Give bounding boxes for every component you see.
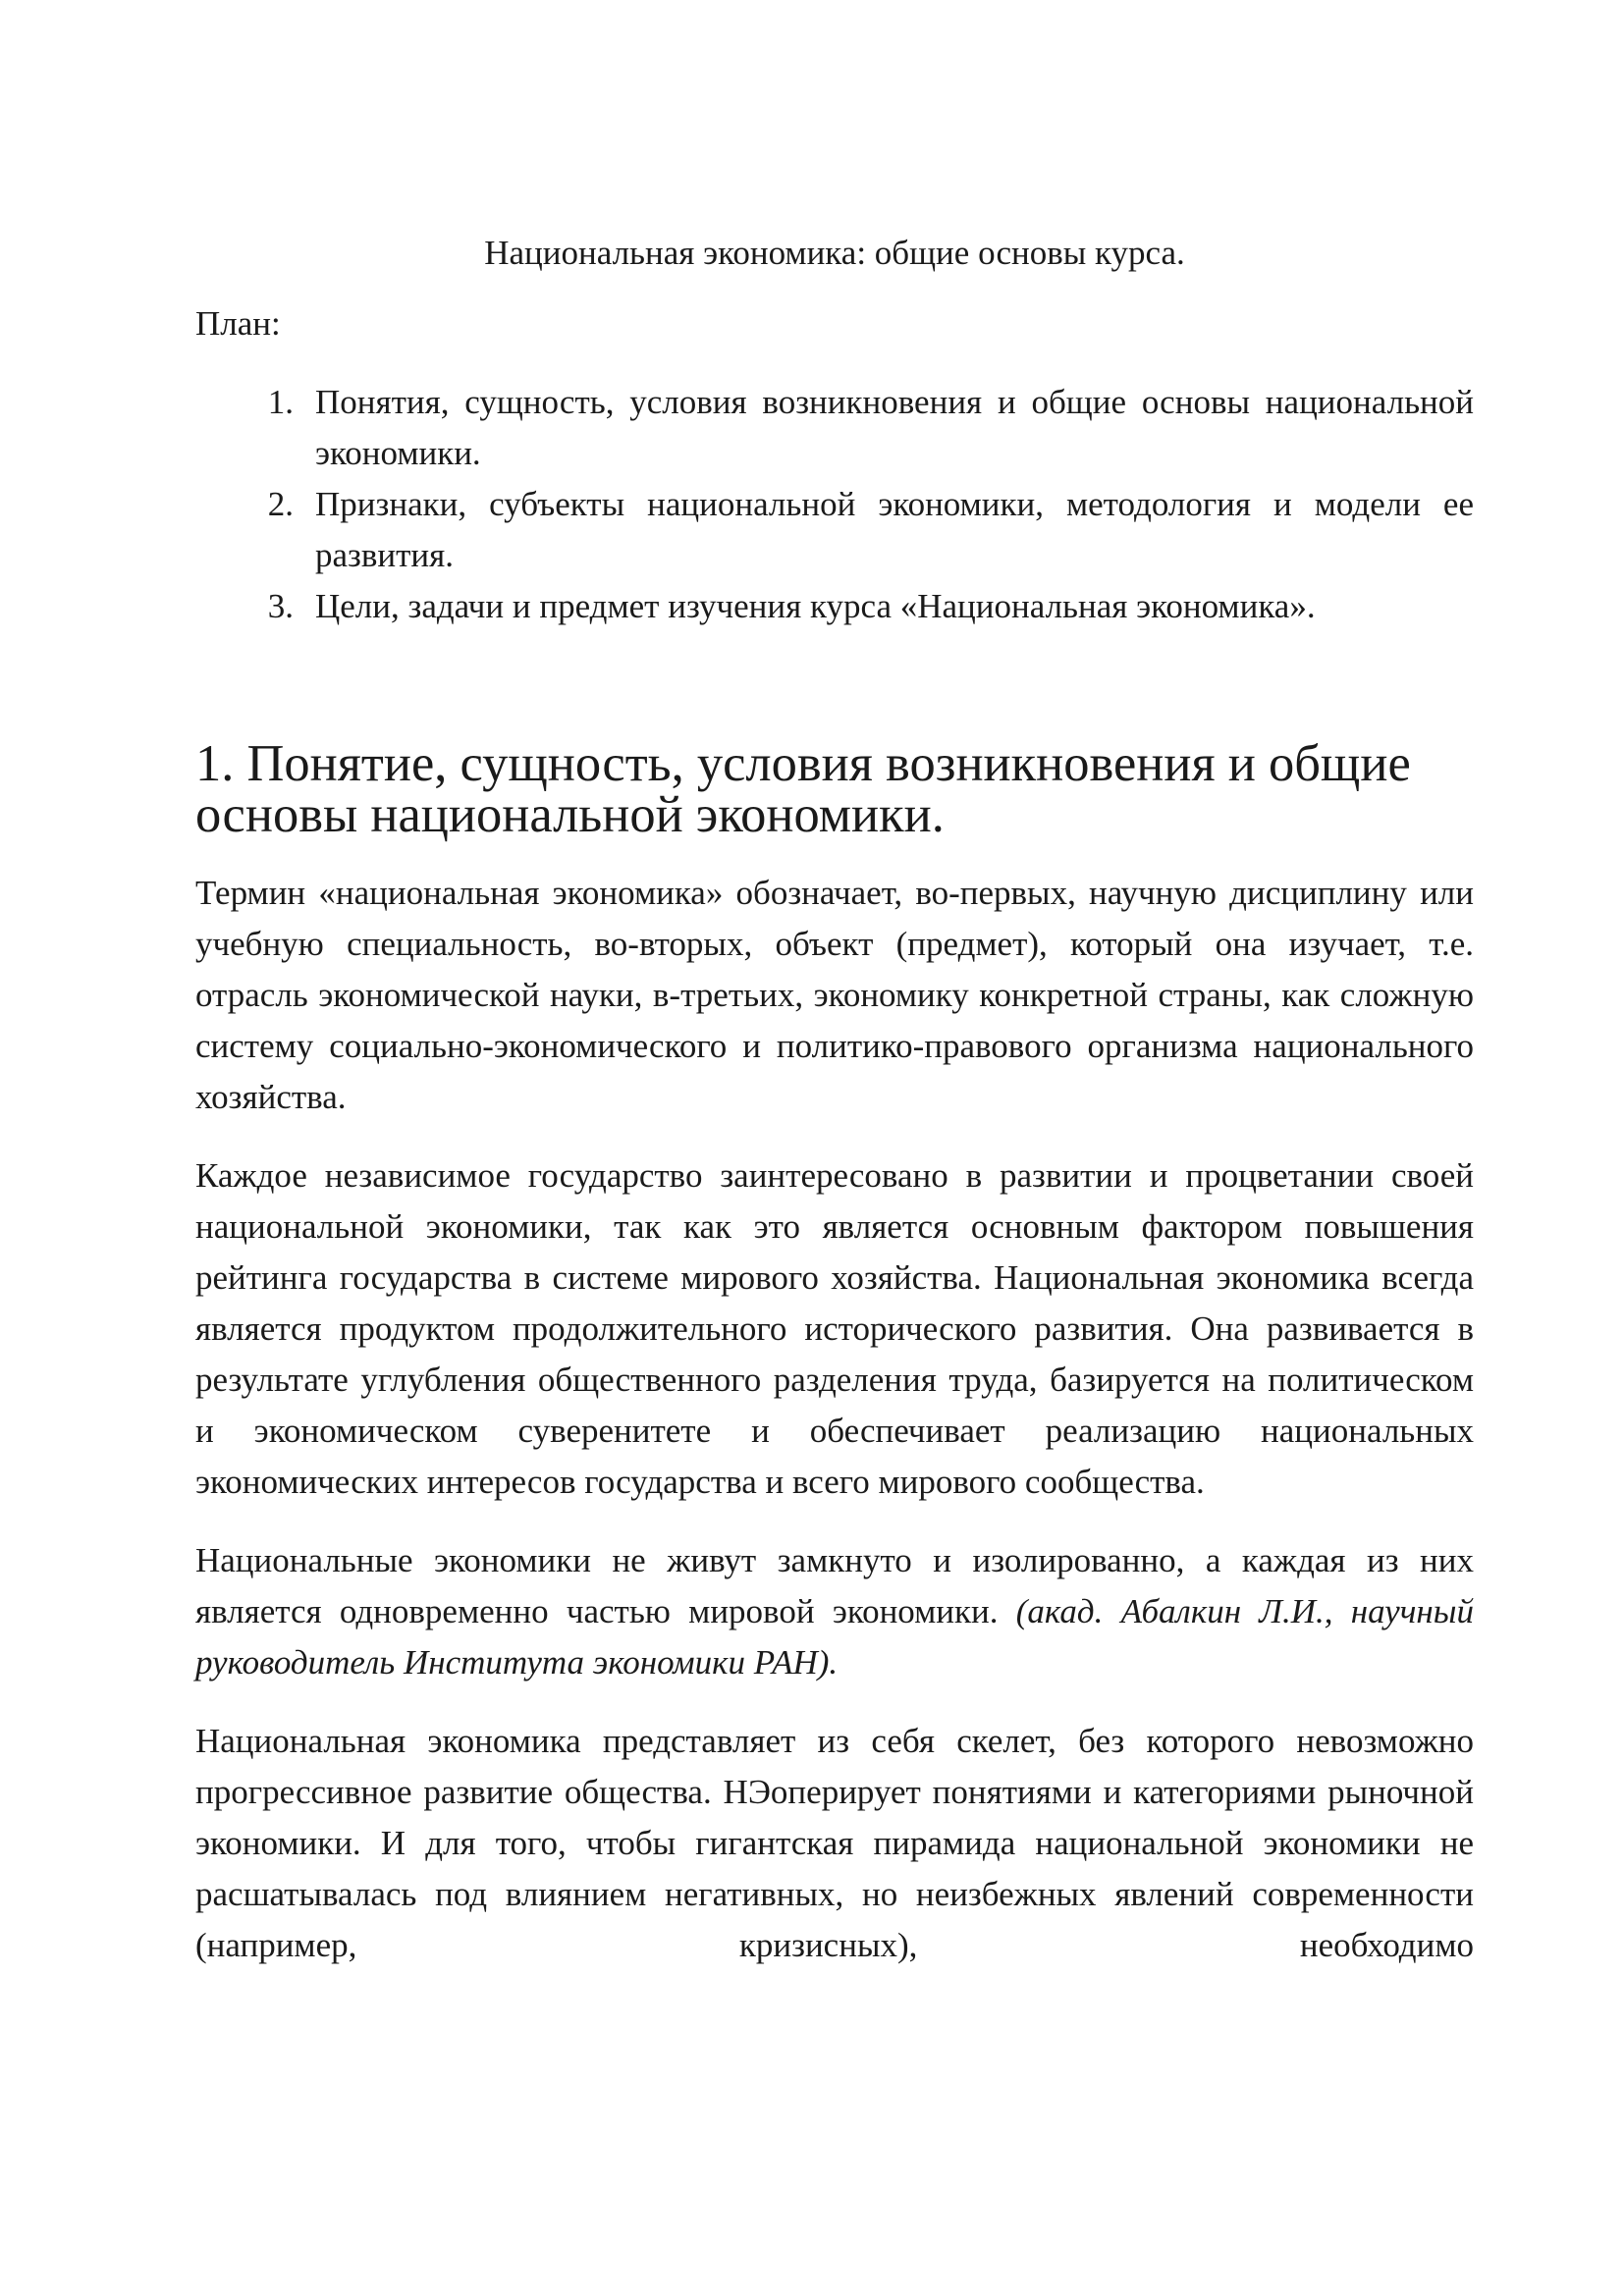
plan-item-number: 3. [267, 587, 294, 625]
plan-item-number: 2. [267, 485, 294, 523]
paragraph-independent-state: Каждое независимое государство заинтересовано в развитии и процветании своей национальной экономики, так как это является основным фактором повышения рейтинга государства в системе мирового хозяйства. Национальная экономика всегда является продуктом продолжительного исторического развития. Она развивается в результате углубления общественного разделения труда, базируется на политическом и экономическом суверенитете и обеспечивает реализацию национальных экономических интересов государства и всего мирового сообщества. [195, 1156, 1474, 1501]
plan-item [195, 377, 1474, 479]
paragraph-world-economy [195, 1535, 1474, 1688]
plan-list [195, 377, 1474, 632]
plan-item-number: 1. [267, 383, 294, 421]
plan-label: План: [195, 304, 281, 343]
paragraph-term-definition: Термин «национальная экономика» обозначает, во-первых, научную дисциплину или учебную специальность, во-вторых, объект (предмет), который она изучает, т.е. отрасль экономической науки, в-третьих, экономику конкретной страны, как сложную систему социально-экономического и политико-правового организма национального хозяйства. [195, 874, 1474, 1116]
plan-item-text: Признаки, субъекты национальной экономики, методология и модели ее развития. [315, 485, 1474, 574]
paragraph-world-economy-text: Национальные экономики не живут замкнуто и изолированно, а каждая из них является одновременно частью мировой экономики. [195, 1541, 1474, 1630]
plan-item-text: Понятия, сущность, условия возникновения и общие основы национальной экономики. [315, 383, 1474, 472]
document-title: Национальная экономика: общие основы курса. [484, 234, 1185, 272]
paragraph-skeleton: Национальная экономика представляет из себя скелет, без которого невозможно прогрессивное развитие общества. НЭоперирует понятиями и категориями рыночной экономики. И для того, чтобы гигантская пирамида национальной экономики не расшатывалась под влиянием негативных, но неизбежных явлений современности (например, кризисных), необходимо [195, 1722, 1474, 1964]
plan-item [195, 581, 1474, 632]
citation: (акад. Абалкин Л.И., научный руководитель Института экономики РАН). [195, 1592, 1474, 1682]
section-heading: 1. Понятие, сущность, условия возникновения и общие основы национальной экономики. [195, 735, 1411, 843]
plan-item [195, 479, 1474, 581]
plan-item-text: Цели, задачи и предмет изучения курса «Национальная экономика». [315, 587, 1316, 625]
document-body [195, 228, 1474, 1971]
